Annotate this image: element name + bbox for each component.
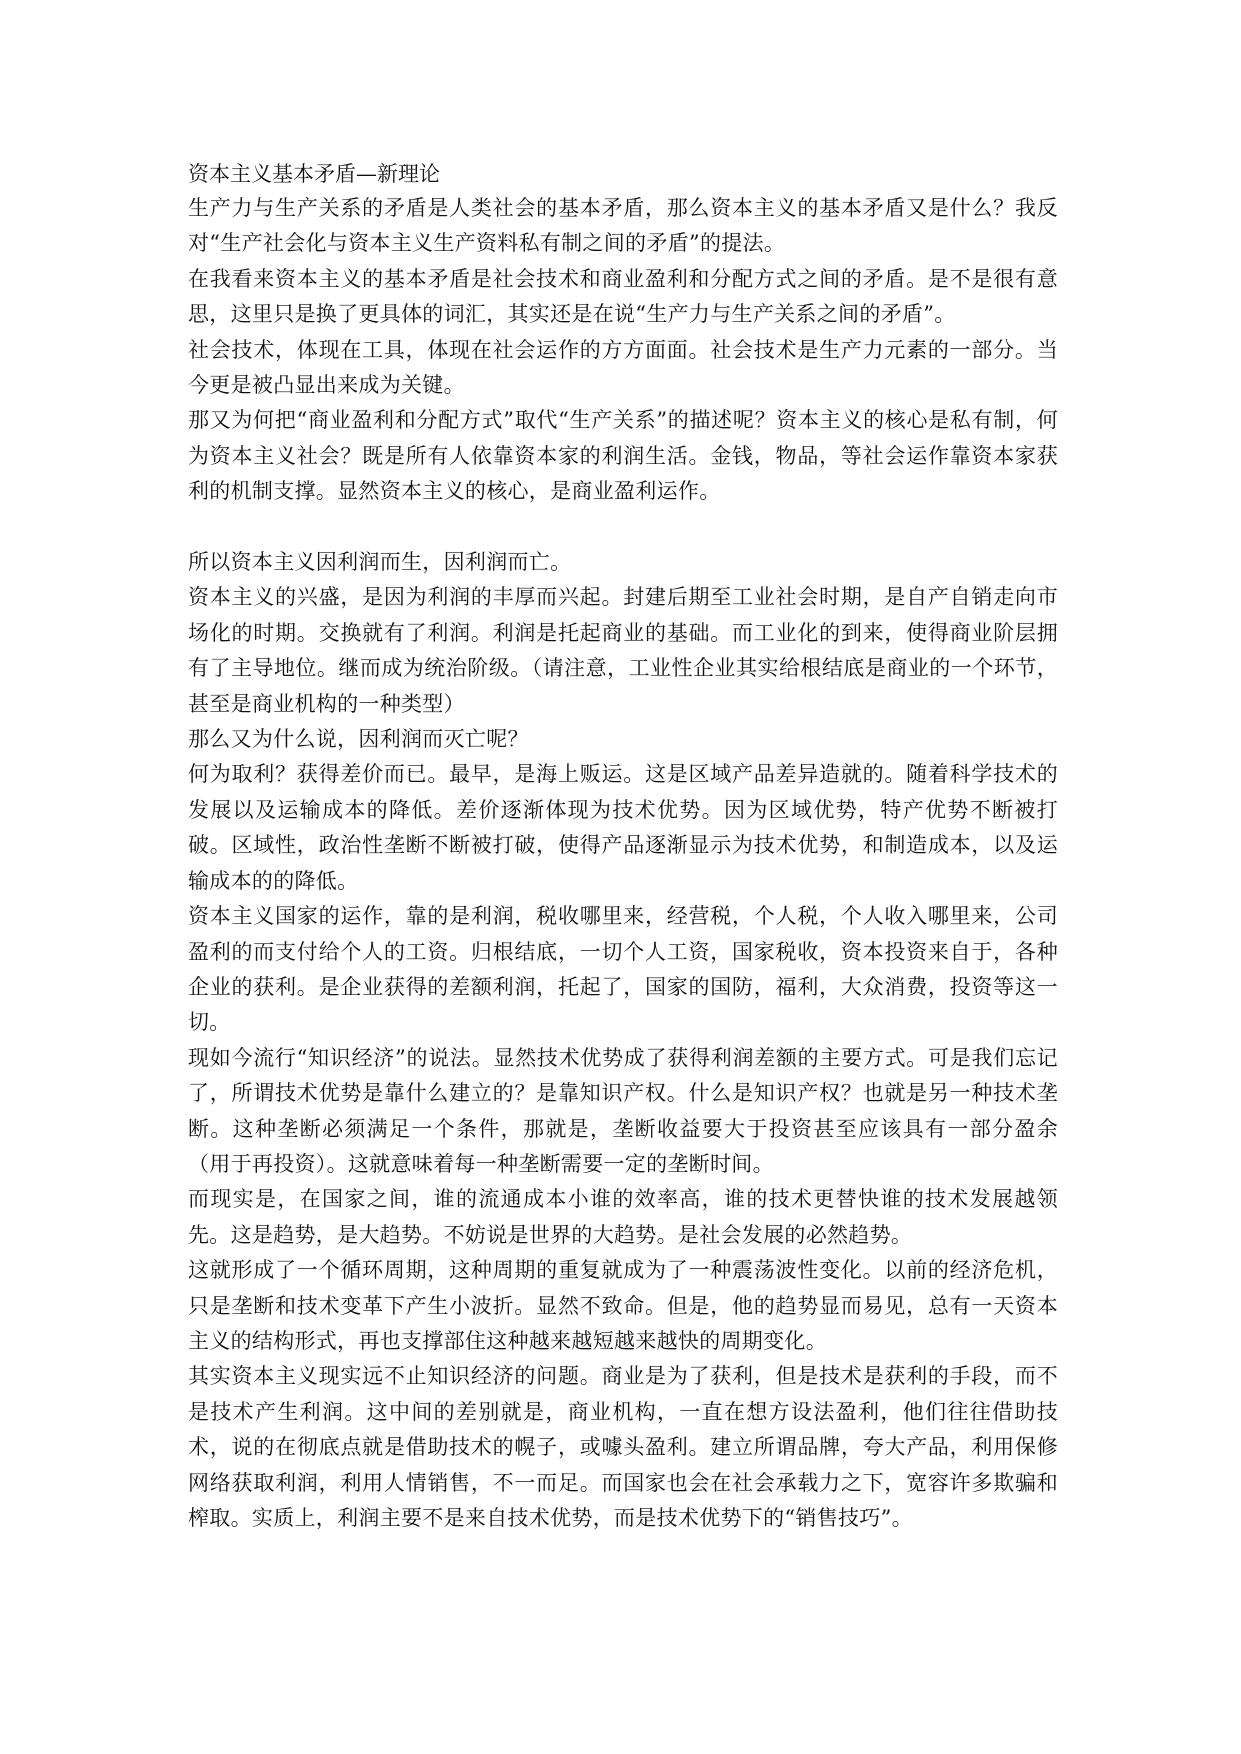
paragraph: 那么又为什么说，因利润而灭亡呢？ (188, 727, 529, 752)
paragraph: 在我看来资本主义的基本矛盾是社会技术和商业盈利和分配方式之间的矛盾。是不是很有意思，这里只是换了更具体的词汇，其实还是在说“生产力与生产关系之间的矛盾”。 (188, 266, 1058, 327)
paragraph: 资本主义国家的运作，靠的是利润，税收哪里来，经营税，个人税，个人收入哪里来，公司盈利的而支付给个人的工资。归根结底，一切个人工资，国家税收，资本投资来自于，各种企业的获利。是企业获得的差额利润，托起了，国家的国防，福利，大众消费，投资等这一切。 (188, 904, 1058, 1035)
paragraph: 生产力与生产关系的矛盾是人类社会的基本矛盾，那么资本主义的基本矛盾又是什么？我反对“生产社会化与资本主义生产资料私有制之间的矛盾”的提法。 (188, 196, 1058, 256)
paragraph: 那又为何把“商业盈利和分配方式”取代“生产关系”的描述呢？资本主义的核心是私有制，何为资本主义社会？既是所有人依靠资本家的利润生活。金钱，物品，等社会运作靠资本家获利的机制支撑。显然资本主义的核心，是商业盈利运作。 (188, 408, 1058, 504)
paragraph-spacer (188, 510, 1058, 545)
paragraph: 社会技术，体现在工具，体现在社会运作的方方面面。社会技术是生产力元素的一部分。当今更是被凸显出来成为关键。 (188, 337, 1058, 398)
paragraph: 而现实是，在国家之间，谁的流通成本小谁的效率高，谁的技术更替快谁的技术发展越领先。这是趋势，是大趋势。不妨说是世界的大趋势。是社会发展的必然趋势。 (188, 1187, 1058, 1247)
paragraph: 这就形成了一个循环周期，这种周期的重复就成为了一种震荡波性变化。以前的经济危机，只是垄断和技术变革下产生小波折。显然不致命。但是，他的趋势显而易见，总有一天资本主义的结构形式，再也支撑部住这种越来越短越来越快的周期变化。 (188, 1258, 1058, 1353)
paragraph: 其实资本主义现实远不止知识经济的问题。商业是为了获利，但是技术是获利的手段，而不是技术产生利润。这中间的差别就是，商业机构，一直在想方设法盈利，他们往往借助技术，说的在彻底点就是借助技术的幌子，或噱头盈利。建立所谓品牌，夸大产品，利用保修网络获取利润，利用人情销售，不一而足。而国家也会在社会承载力之下，宽容许多欺骗和榨取。实质上，利润主要不是来自技术优势，而是技术优势下的“销售技巧”。 (188, 1364, 1058, 1531)
document-title: 资本主义基本矛盾—新理论 (188, 162, 440, 186)
paragraph: 所以资本主义因利润而生，因利润而亡。 (188, 550, 572, 575)
paragraph: 现如今流行“知识经济”的说法。显然技术优势成了获得利润差额的主要方式。可是我们忘记了，所谓技术优势是靠什么建立的？是靠知识产权。什么是知识产权？也就是另一种技术垄断。这种垄断必须满足一个条件，那就是，垄断收益要大于投资甚至应该具有一部分盈余（用于再投资）。这就意味着每一种垄断需要一定的垄断时间。 (188, 1045, 1058, 1176)
document-page (188, 157, 1058, 1717)
paragraph: 资本主义的兴盛，是因为利润的丰厚而兴起。封建后期至工业社会时期，是自产自销走向市场化的时期。交换就有了利润。利润是托起商业的基础。而工业化的到来，使得商业阶层拥有了主导地位。继而成为统治阶级。（请注意，工业性企业其实给根结底是商业的一个环节，甚至是商业机构的一种类型） (188, 585, 1058, 716)
paragraph: 何为取利？获得差价而已。最早，是海上贩运。这是区域产品差异造就的。随着科学技术的发展以及运输成本的降低。差价逐渐体现为技术优势。因为区域优势，特产优势不断被打破。区域性，政治性垄断不断被打破，使得产品逐渐显示为技术优势，和制造成本，以及运输成本的的降低。 (188, 762, 1058, 893)
